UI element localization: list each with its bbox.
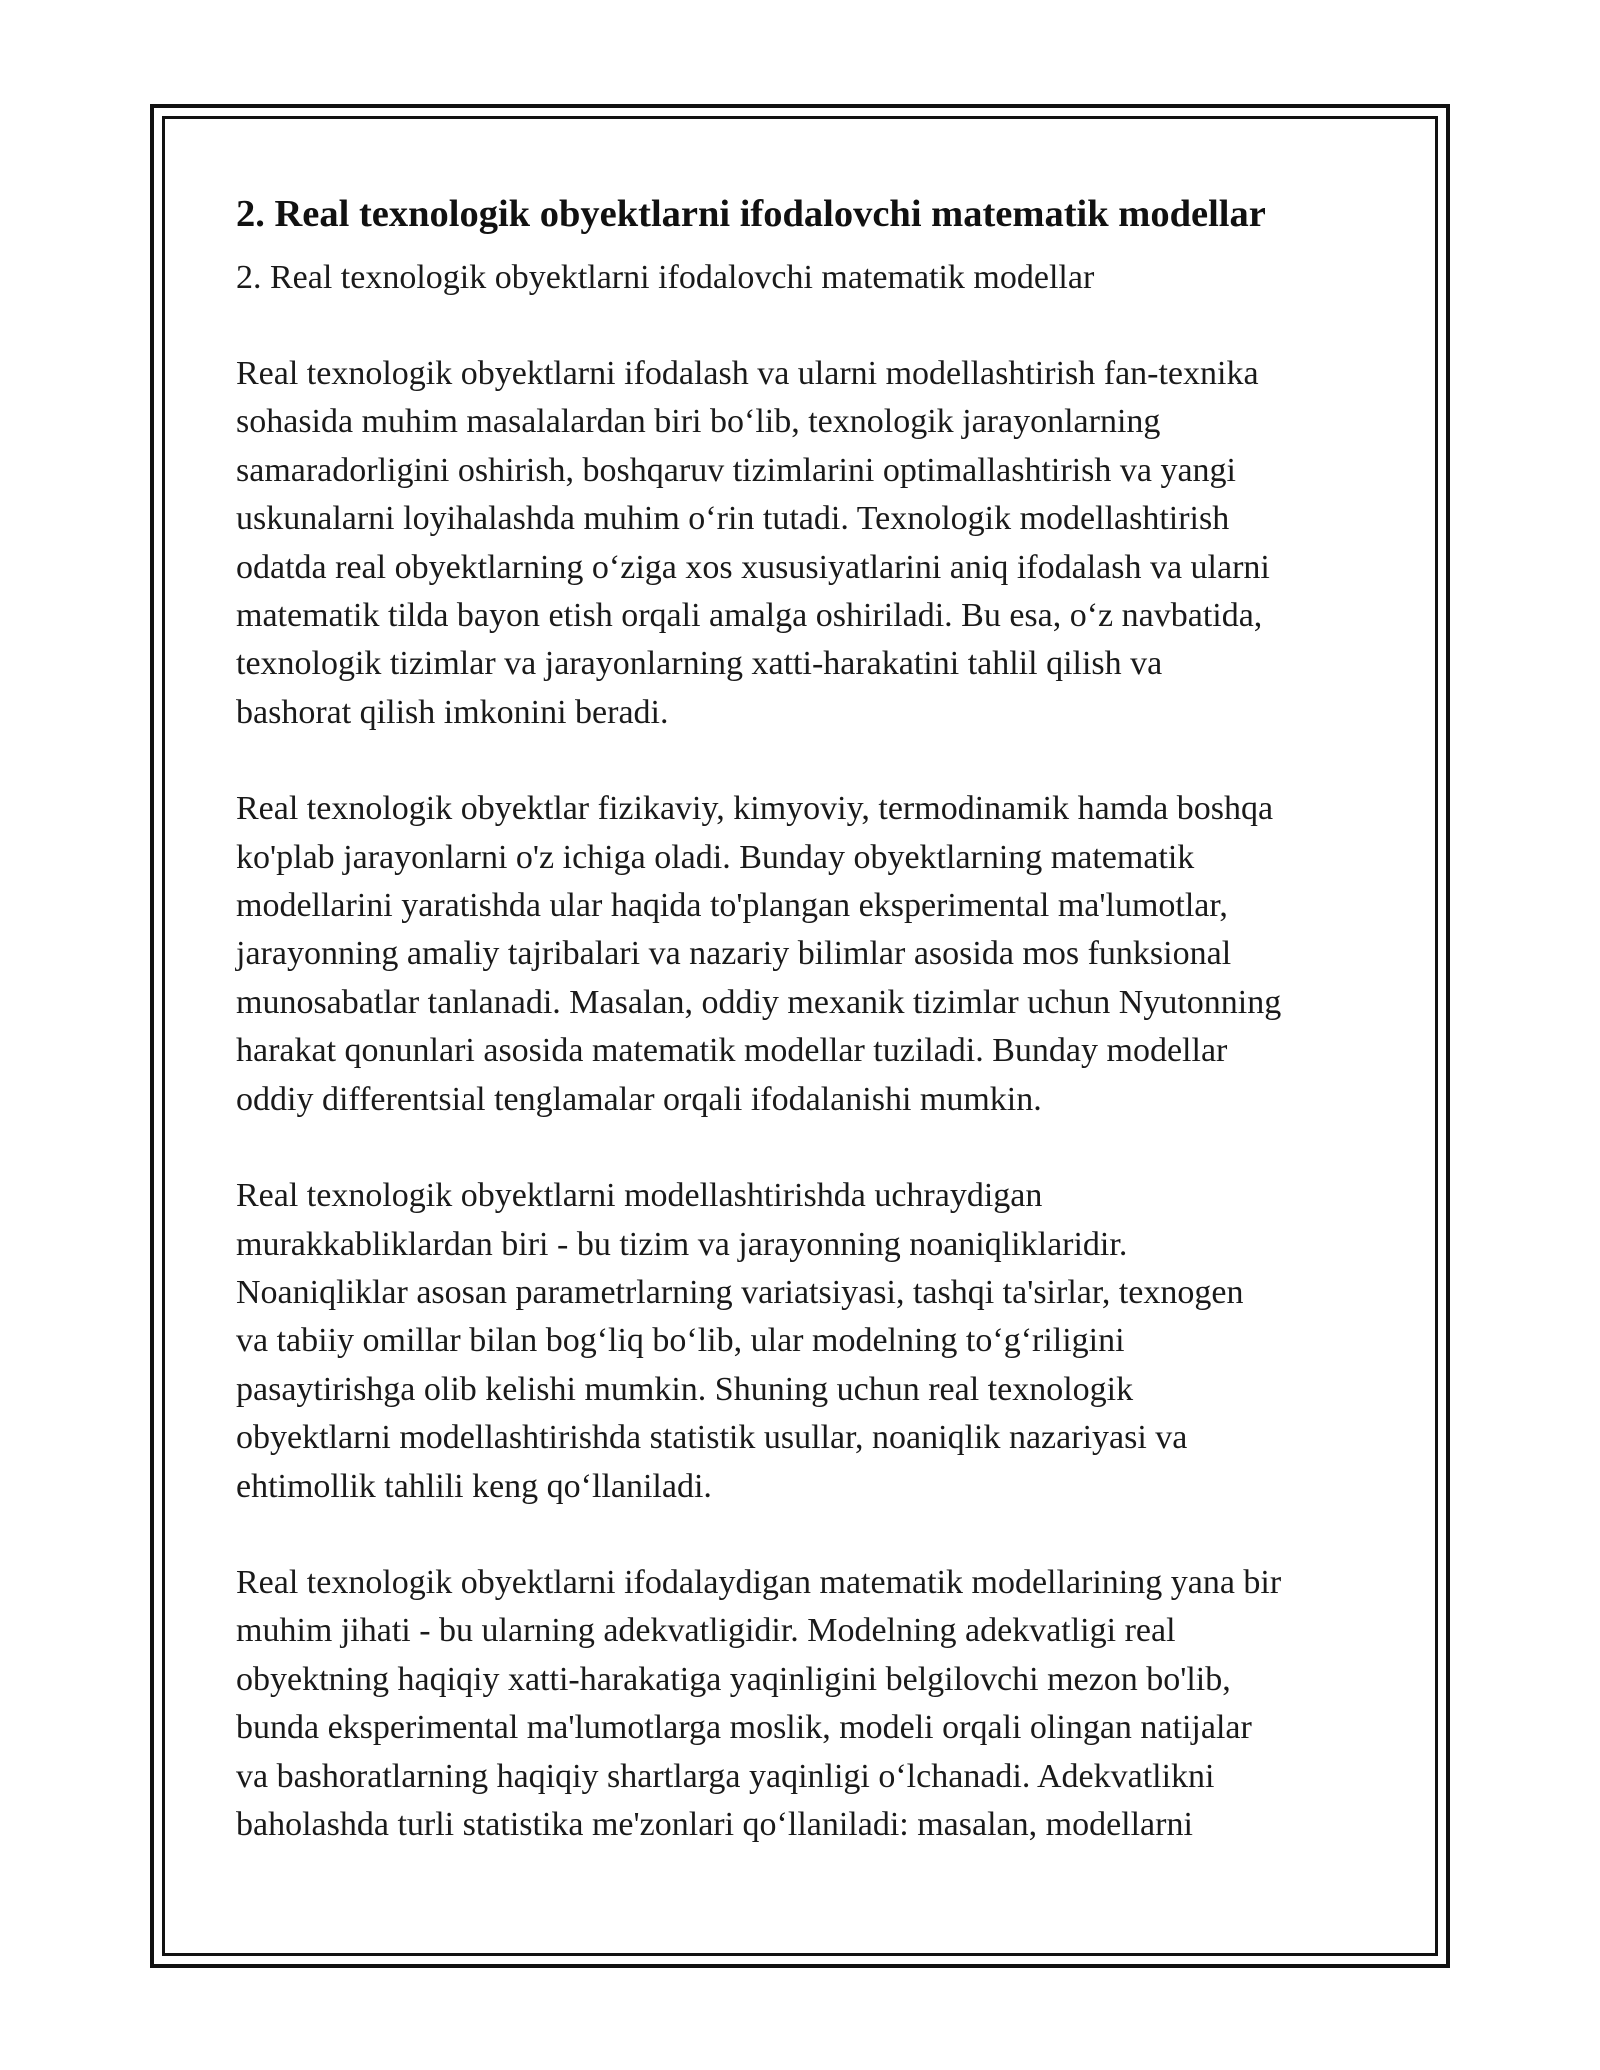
paragraph-2: Real texnologik obyektlar fizikaviy, kimyoviy, termodinamik hamda boshqa ko'plab jarayonlarni o'z ichiga oladi. Bunday obyektlarning matematik modellarini yaratishda ular haqida to'plangan eksperimental ma'lumotlar, jarayonning amaliy tajribalari va nazariy bilimlar asosida mos funksional munosabatlar tanlanadi. Masalan, oddiy mexanik tizimlar uchun Nyutonning harakat qonunlari asosida matematik modellar tuziladi. Bunday modellar oddiy differentsial tenglamalar orqali ifodalanishi mumkin. xyxy=(236,790,1282,1118)
paragraph-3: Real texnologik obyektlarni modellashtirishda uchraydigan murakkabliklardan biri - bu tizim va jarayonning noaniqliklaridir. Noaniqliklar asosan parametrlarning variatsiyasi, tashqi ta'sirlar, texnogen va tabiiy omillar bilan bog‘liq bo‘lib, ular modelning to‘g‘riligini pasaytirishga olib kelishi mumkin. Shuning uchun real texnologik obyektlarni modellashtirishda statistik usullar, noaniqlik nazariyasi va ehtimollik tahlili keng qo‘llaniladi. xyxy=(236,1177,1244,1505)
section-subtitle: 2. Real texnologik obyektlarni ifodalovchi matematik modellar xyxy=(236,259,1095,296)
page-title: 2. Real texnologik obyektlarni ifodalovchi matematik modellar xyxy=(236,193,1266,235)
paragraph-1: Real texnologik obyektlarni ifodalash va ularni modellashtirish fan-texnika sohasida muhim masalalardan biri bo‘lib, texnologik jarayonlarning samaradorligini oshirish, boshqaruv tizimlarini optimallashtirish va yangi uskunalarni loyihalashda muhim o‘rin tutadi. Texnologik modellashtirish odatda real obyektlarning o‘ziga xos xususiyatlarini aniq ifodalash va ularni matematik tilda bayon etish orqali amalga oshiriladi. Bu esa, o‘z navbatida, texnologik tizimlar va jarayonlarning xatti-harakatini tahlil qilish va bashorat qilish imkonini beradi. xyxy=(236,355,1270,731)
paragraph-4: Real texnologik obyektlarni ifodalaydigan matematik modellarining yana bir muhim jihati - bu ularning adekvatligidir. Modelning adekvatligi real obyektning haqiqiy xatti-harakatiga yaqinligini belgilovchi mezon bo'lib, bunda eksperimental ma'lumotlarga moslik, modeli orqali olingan natijalar va bashoratlarning haqiqiy shartlarga yaqinligi o‘lchanadi. Adekvatlikni baholashda turli statistika me'zonlari qo‘llaniladi: masalan, modellarni xyxy=(236,1563,1282,1843)
document-body xyxy=(236,186,1376,1849)
